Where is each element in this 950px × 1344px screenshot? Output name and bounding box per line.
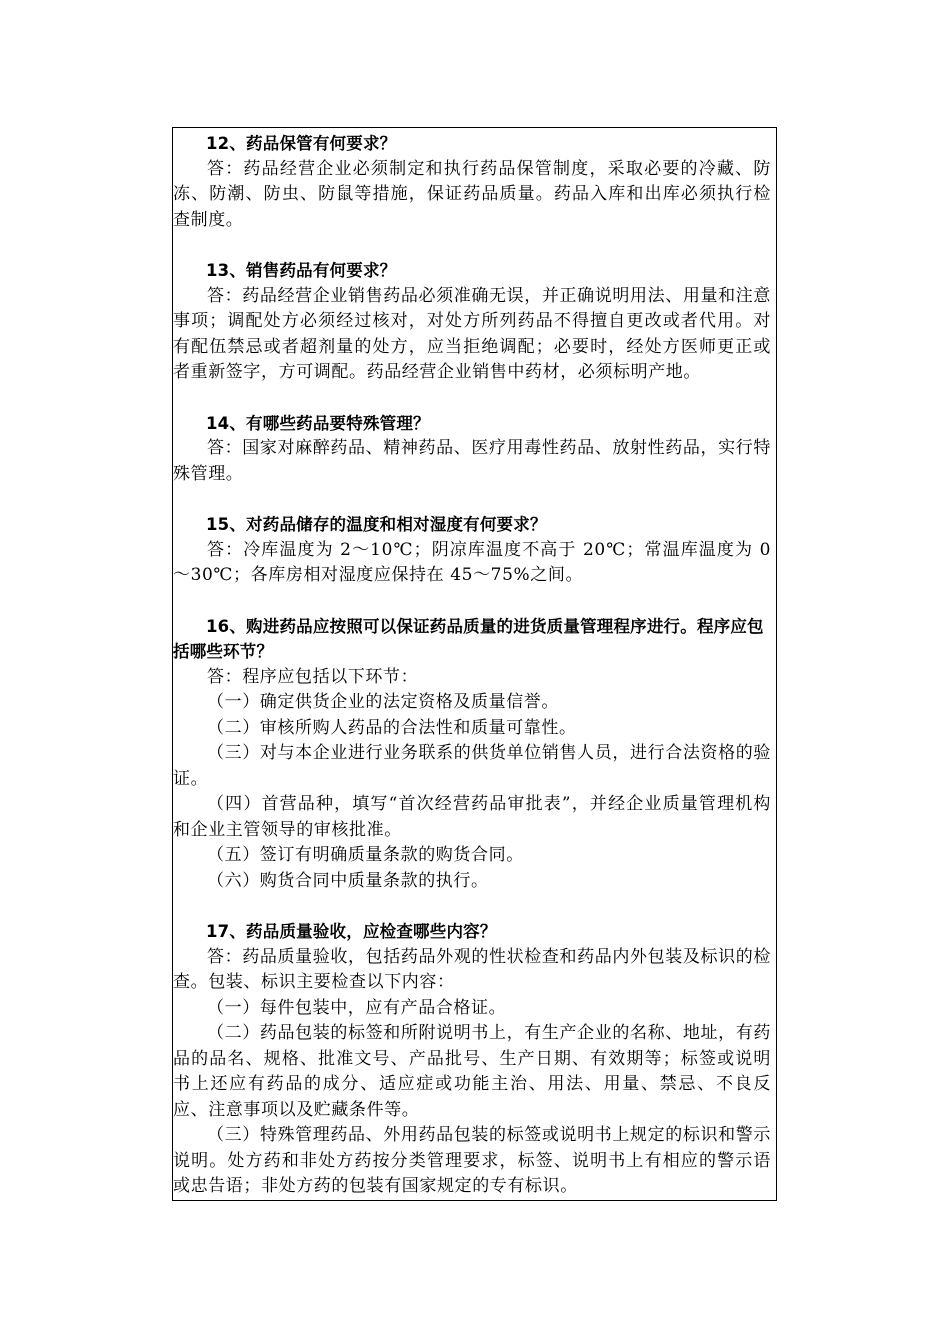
qa-section-13 (173, 258, 771, 386)
answer-list-item: （二）审核所购人药品的合法性和质量可靠性。 (207, 717, 577, 738)
answer-list-item: （六）购货合同中质量条款的执行。 (207, 870, 489, 891)
answer-list-item: （三）对与本企业进行业务联系的供货单位销售人员，进行合法资格的验证。 (173, 743, 771, 789)
qa-section-15 (173, 512, 771, 589)
question-heading: 14、有哪些药品要特殊管理？ (206, 413, 430, 433)
answer-paragraph: 答：药品经营企业销售药品必须准确无误，并正确说明用法、用量和注意事项；调配处方必须经过核对，对处方所列药品不得擅自更改或者代用。对有配伍禁忌或者超剂量的处方，应当拒绝调配；必要时，经处方医师更正或者重新签字，方可调配。药品经营企业销售中药材，必须标明产地。 (173, 285, 771, 382)
qa-section-17 (173, 919, 771, 1200)
answer-paragraph: 答：冷库温度为 2～10℃；阴凉库温度不高于 20℃；常温库温度为 0～30℃；各库房相对湿度应保持在 45～75%之间。 (173, 539, 771, 585)
question-heading: 12、药品保管有何要求？ (206, 134, 397, 153)
qa-section-16 (173, 614, 771, 895)
answer-paragraph: 答：药品经营企业必须制定和执行药品保管制度，采取必要的冷藏、防冻、防潮、防虫、防鼠等措施，保证药品质量。药品入库和出库必须执行检查制度。 (173, 158, 771, 230)
question-heading: 13、销售药品有何要求？ (206, 261, 397, 280)
answer-list-item: （四）首营品种，填写“首次经营药品审批表”，并经企业质量管理机构和企业主管领导的审核批准。 (173, 794, 771, 840)
answer-paragraph: 答：国家对麻醉药品、精神药品、医疗用毒性药品、放射性药品，实行特殊管理。 (173, 438, 771, 484)
question-heading: 17、药品质量验收，应检查哪些内容？ (206, 922, 497, 941)
answer-list-item: （一）每件包装中，应有产品合格证。 (207, 997, 507, 1018)
answer-paragraph: 答：程序应包括以下环节： (207, 666, 419, 687)
qa-section-14 (173, 411, 771, 488)
answer-list-item: （三）特殊管理药品、外用药品包装的标签或说明书上规定的标识和警示说明。处方药和非处方药按分类管理要求，标签、说明书上有相应的警示语或忠告语；非处方药的包装有国家规定的专有标识。 (173, 1125, 771, 1196)
answer-paragraph: 答：药品质量验收，包括药品外观的性状检查和药品内外包装及标识的检查。包装、标识主要检查以下内容： (173, 946, 771, 992)
question-heading: 15、对药品储存的温度和相对湿度有何要求？ (206, 515, 547, 534)
answer-list-item: （二）药品包装的标签和所附说明书上，有生产企业的名称、地址，有药品的品名、规格、批准文号、产品批号、生产日期、有效期等；标签或说明书上还应有药品的成分、适应症或功能主治、用法、用量、禁忌、不良反应、注意事项以及贮藏条件等。 (173, 1023, 771, 1120)
answer-list-item: （一）确定供货企业的法定资格及质量信誉。 (207, 692, 559, 712)
document-content (173, 131, 771, 1200)
answer-list-item: （五）签订有明确质量条款的购货合同。 (207, 845, 524, 865)
question-heading: 16、购进药品应按照可以保证药品质量的进货质量管理程序进行。程序应包括哪些环节？ (173, 616, 764, 661)
qa-section-12 (173, 131, 771, 233)
